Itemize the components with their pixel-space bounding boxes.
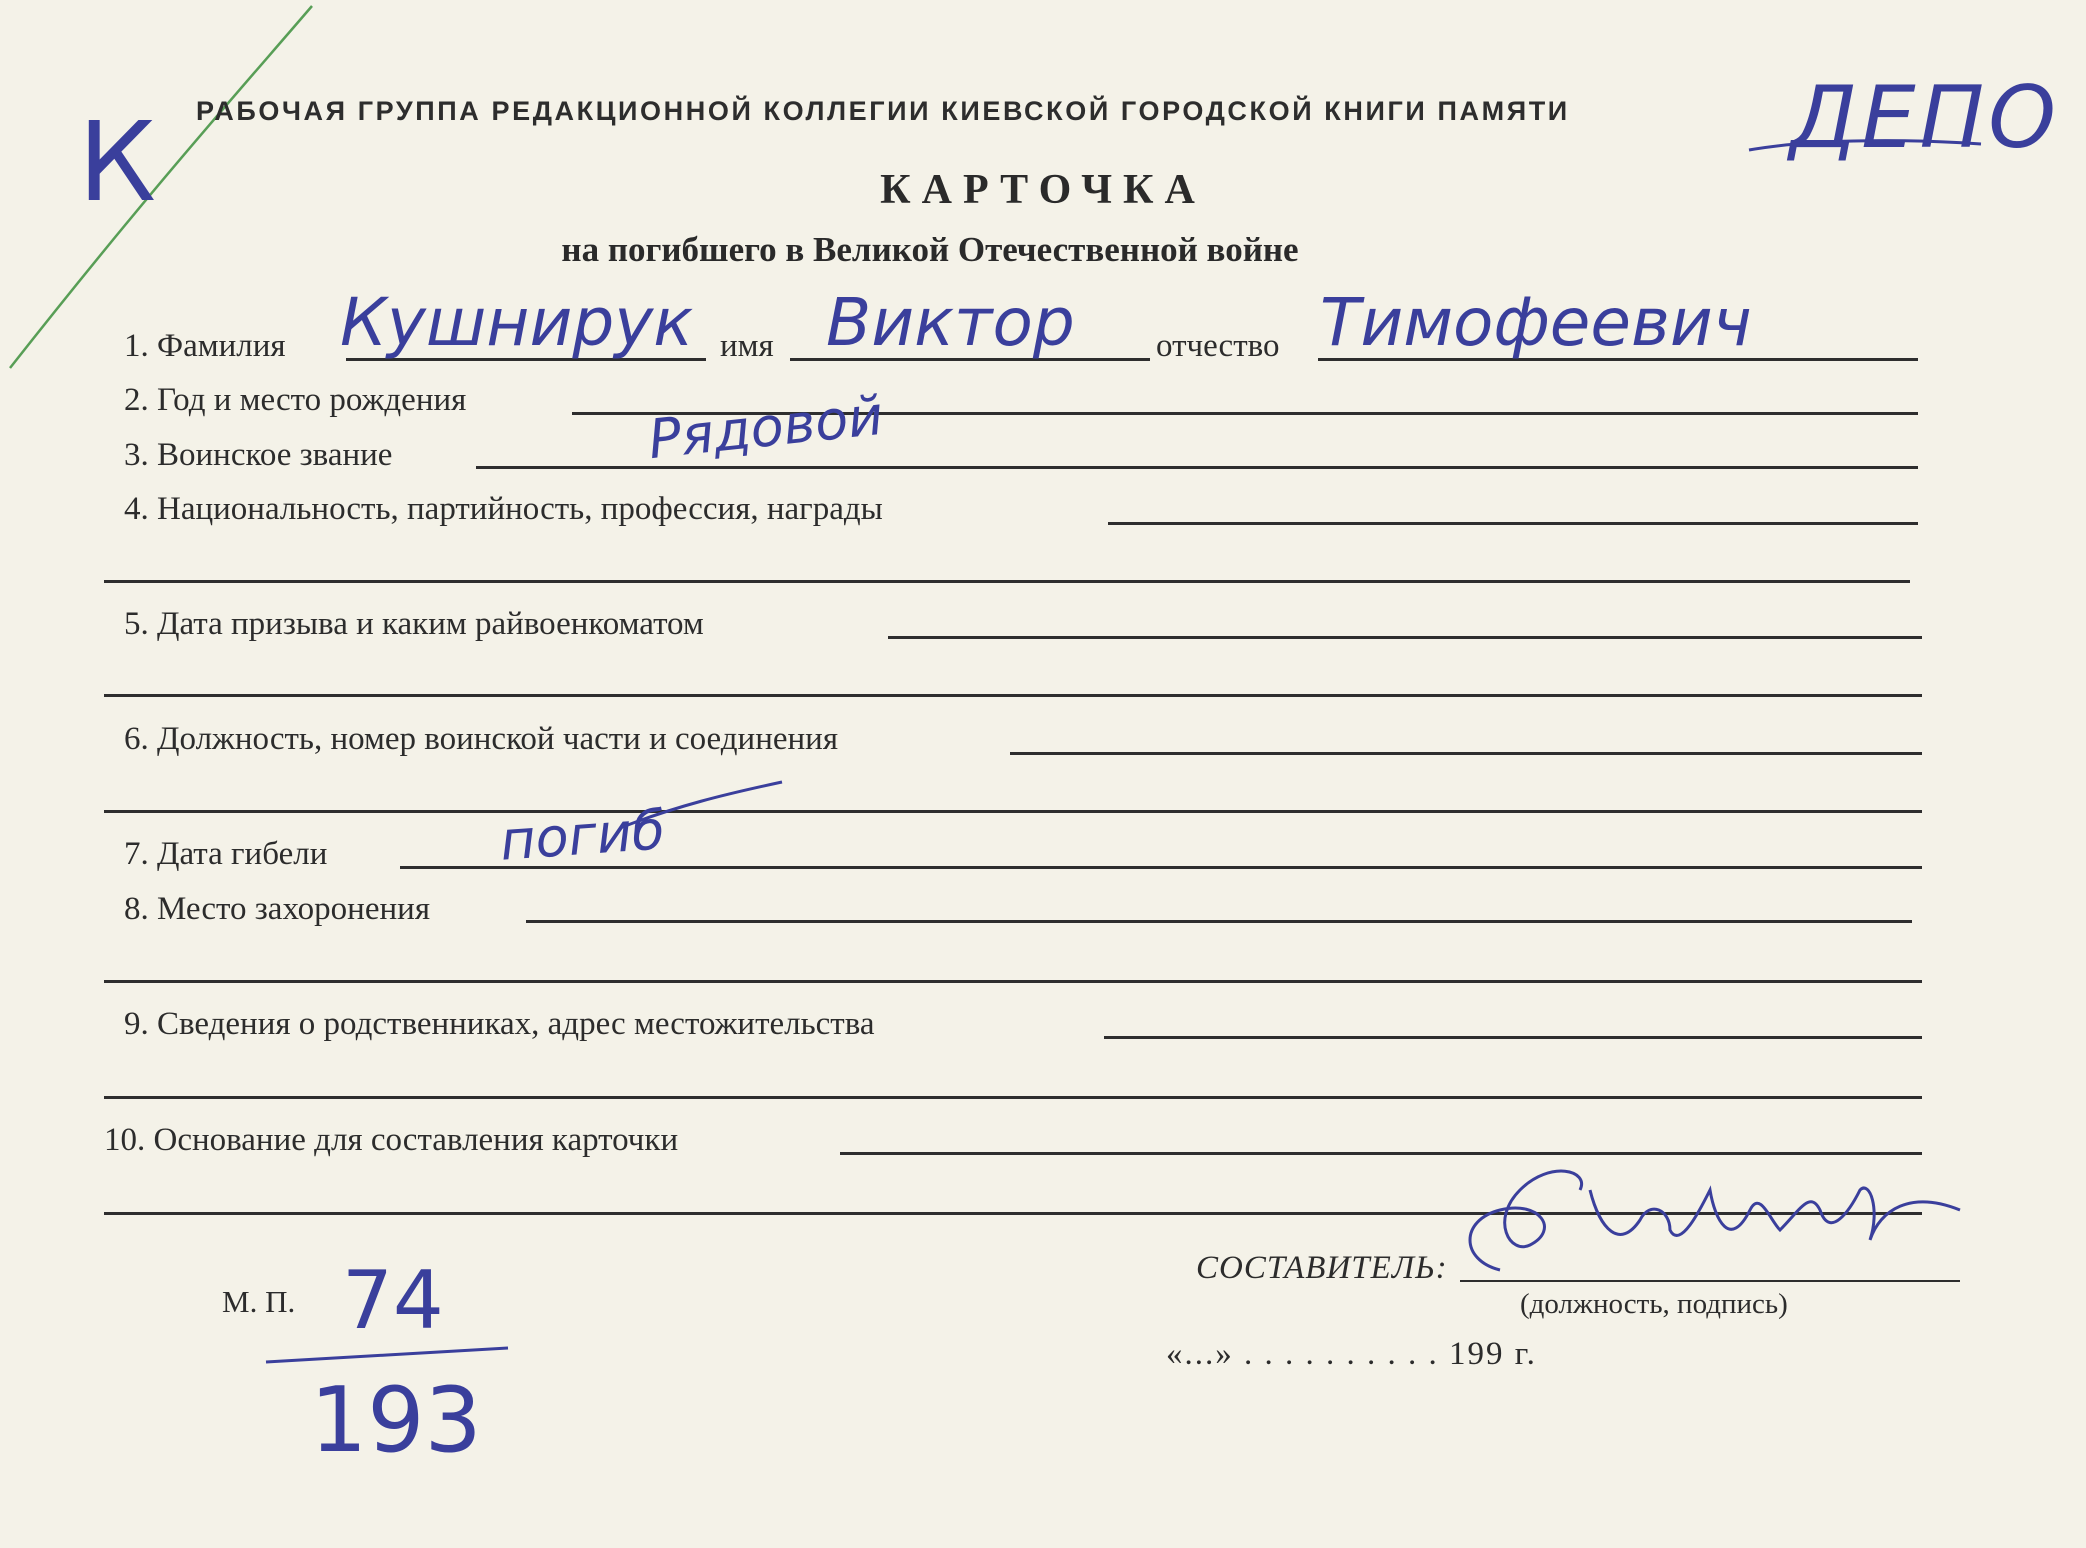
handwritten-patronymic: Тимофеевич xyxy=(1320,284,1752,361)
handwritten-rank: Рядовой xyxy=(645,383,887,472)
handwritten-surname: Кушнирук xyxy=(340,284,694,361)
field-7-line xyxy=(400,866,1922,869)
field-1-surname-label: 1. Фамилия xyxy=(124,328,286,364)
field-10-label: 10. Основание для составления карточки xyxy=(104,1122,679,1158)
field-8-line-2 xyxy=(104,980,1922,983)
date-line: «...» . . . . . . . . . . 199 г. xyxy=(1166,1336,1537,1372)
handwritten-name: Виктор xyxy=(826,284,1075,361)
field-4-line-1 xyxy=(1108,522,1918,525)
card-subtitle: на погибшего в Великой Отечественной войне xyxy=(561,230,1299,269)
field-9-line-1 xyxy=(1104,1036,1922,1039)
field-5-line-1 xyxy=(888,636,1922,639)
field-1-patronymic-label: отчество xyxy=(1156,328,1280,364)
field-5-label: 5. Дата призыва и каким райвоенкоматом xyxy=(124,606,704,642)
field-9-line-2 xyxy=(104,1096,1922,1099)
card-title: КАРТОЧКА xyxy=(880,167,1206,213)
compiler-signature xyxy=(1440,1150,2000,1300)
field-4-line-2 xyxy=(104,580,1910,583)
mp-label: М. П. xyxy=(222,1284,296,1319)
field-5-line-2 xyxy=(104,694,1922,697)
death-date-stroke xyxy=(616,776,786,836)
field-1-name-label: имя xyxy=(720,328,774,364)
handwritten-top-right: ДЕПО xyxy=(1790,68,2060,168)
fraction-bar xyxy=(262,1340,512,1370)
handwritten-number-top: 74 xyxy=(342,1254,444,1347)
field-6-line-2 xyxy=(104,810,1922,813)
compiler-label: СОСТАВИТЕЛЬ: xyxy=(1196,1250,1448,1286)
handwritten-corner-letter: К xyxy=(78,98,157,226)
field-7-label: 7. Дата гибели xyxy=(124,836,328,872)
organization-header: РАБОЧАЯ ГРУППА РЕДАКЦИОННОЙ КОЛЛЕГИИ КИЕВСКОЙ ГОРОДСКОЙ КНИГИ ПАМЯТИ xyxy=(196,96,1570,126)
top-right-underline xyxy=(1745,130,1985,160)
field-6-label: 6. Должность, номер воинской части и соединения xyxy=(124,721,838,757)
field-6-line-1 xyxy=(1010,752,1922,755)
field-4-label: 4. Национальность, партийность, профессия, награды xyxy=(124,491,883,527)
field-9-label: 9. Сведения о родственниках, адрес местожительства xyxy=(124,1006,875,1042)
compiler-caption: (должность, подпись) xyxy=(1520,1288,1788,1320)
field-3-label: 3. Воинское звание xyxy=(124,437,393,473)
field-8-line-1 xyxy=(526,920,1912,923)
field-8-label: 8. Место захоронения xyxy=(124,891,430,927)
field-2-label: 2. Год и место рождения xyxy=(124,382,467,418)
handwritten-number-bottom: 193 xyxy=(310,1368,482,1473)
handwritten-death-date: погиб xyxy=(498,798,668,873)
